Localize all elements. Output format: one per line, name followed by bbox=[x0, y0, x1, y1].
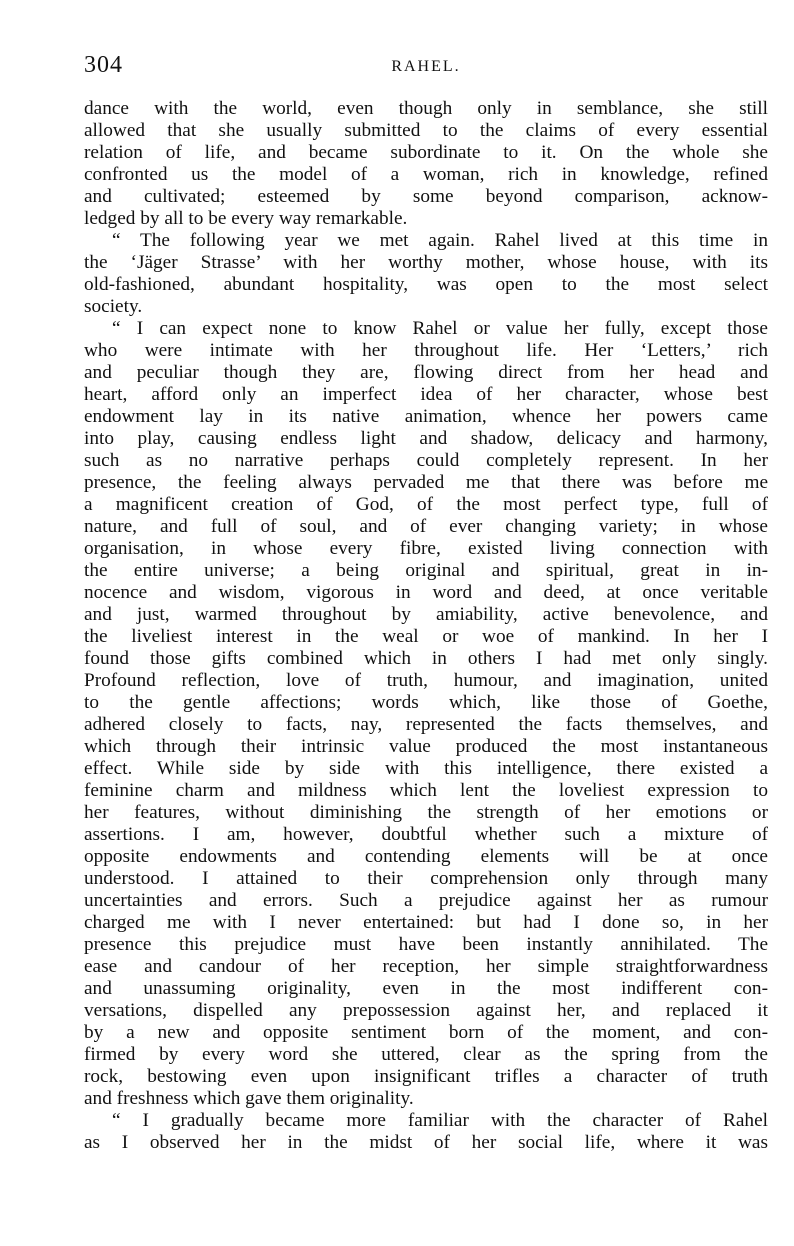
text-line: charged me with I never entertained: but had I done so, in her bbox=[84, 912, 768, 933]
text-line: adhered closely to facts, nay, represented the facts themselves, and bbox=[84, 714, 768, 735]
text-line: society. bbox=[84, 296, 143, 317]
text-line: the ‘Jäger Strasse’ with her worthy mother, whose house, with its bbox=[84, 252, 768, 273]
book-page bbox=[84, 52, 768, 1154]
text-line: and cultivated; esteemed by some beyond comparison, acknow- bbox=[84, 186, 768, 207]
body-text bbox=[84, 98, 768, 1154]
text-line: nature, and full of soul, and of ever changing variety; in whose bbox=[84, 516, 768, 537]
text-line: “ The following year we met again. Rahel lived at this time in bbox=[112, 230, 768, 251]
text-line: ledged by all to be every way remarkable. bbox=[84, 208, 408, 229]
page-number: 304 bbox=[84, 52, 123, 78]
text-line: a magnificent creation of God, of the most perfect type, full of bbox=[84, 494, 768, 515]
text-line: as I observed her in the midst of her social life, where it was bbox=[84, 1132, 768, 1153]
text-line: relation of life, and became subordinate to it. On the whole she bbox=[84, 142, 768, 163]
text-line: found those gifts combined which in others I had met only singly. bbox=[84, 648, 768, 669]
text-line: and peculiar though they are, flowing direct from her head and bbox=[84, 362, 768, 383]
text-line: by a new and opposite sentiment born of the moment, and con- bbox=[84, 1022, 768, 1043]
text-line: “ I can expect none to know Rahel or value her fully, except those bbox=[112, 318, 768, 339]
text-line: endowment lay in its native animation, whence her powers came bbox=[84, 406, 768, 427]
text-line: her features, without diminishing the strength of her emotions or bbox=[84, 802, 768, 823]
text-line: and just, warmed throughout by amiability, active benevolence, and bbox=[84, 604, 768, 625]
text-line: opposite endowments and contending elements will be at once bbox=[84, 846, 768, 867]
text-line: which through their intrinsic value produced the most instantaneous bbox=[84, 736, 768, 757]
text-line: presence this prejudice must have been instantly annihilated. The bbox=[84, 934, 768, 955]
text-line: nocence and wisdom, vigorous in word and deed, at once veritable bbox=[84, 582, 768, 603]
text-line: old-fashioned, abundant hospitality, was open to the most select bbox=[84, 274, 768, 295]
text-line: the entire universe; a being original and spiritual, great in in- bbox=[84, 560, 768, 581]
text-line: understood. I attained to their comprehension only through many bbox=[84, 868, 768, 889]
text-line: who were intimate with her throughout life. Her ‘Letters,’ rich bbox=[84, 340, 768, 361]
text-line: feminine charm and mildness which lent the loveliest expression to bbox=[84, 780, 768, 801]
page-header bbox=[84, 52, 768, 86]
text-line: effect. While side by side with this intelligence, there existed a bbox=[84, 758, 768, 779]
text-line: into play, causing endless light and shadow, delicacy and harmony, bbox=[84, 428, 768, 449]
text-line: rock, bestowing even upon insignificant trifles a character of truth bbox=[84, 1066, 768, 1087]
text-line: presence, the feeling always pervaded me that there was before me bbox=[84, 472, 768, 493]
text-line: uncertainties and errors. Such a prejudice against her as rumour bbox=[84, 890, 768, 911]
text-line: such as no narrative perhaps could completely represent. In her bbox=[84, 450, 768, 471]
running-head: RAHEL. bbox=[391, 58, 461, 75]
text-line: ease and candour of her reception, her simple straightforwardness bbox=[84, 956, 768, 977]
text-line: confronted us the model of a woman, rich in knowledge, refined bbox=[84, 164, 768, 185]
text-line: dance with the world, even though only in semblance, she still bbox=[84, 98, 768, 119]
text-line: heart, afford only an imperfect idea of her character, whose best bbox=[84, 384, 768, 405]
text-line: firmed by every word she uttered, clear as the spring from the bbox=[84, 1044, 768, 1065]
text-line: allowed that she usually submitted to the claims of every essential bbox=[84, 120, 768, 141]
text-line: organisation, in whose every fibre, existed living connection with bbox=[84, 538, 768, 559]
text-line: and unassuming originality, even in the most indifferent con- bbox=[84, 978, 768, 999]
text-line: Profound reflection, love of truth, humour, and imagination, united bbox=[84, 670, 768, 691]
text-line: “ I gradually became more familiar with the character of Rahel bbox=[112, 1110, 768, 1131]
text-line: and freshness which gave them originality. bbox=[84, 1088, 414, 1109]
text-line: assertions. I am, however, doubtful whether such a mixture of bbox=[84, 824, 768, 845]
text-line: the liveliest interest in the weal or woe of mankind. In her I bbox=[84, 626, 768, 647]
text-line: versations, dispelled any prepossession against her, and replaced it bbox=[84, 1000, 768, 1021]
text-line: to the gentle affections; words which, like those of Goethe, bbox=[84, 692, 768, 713]
